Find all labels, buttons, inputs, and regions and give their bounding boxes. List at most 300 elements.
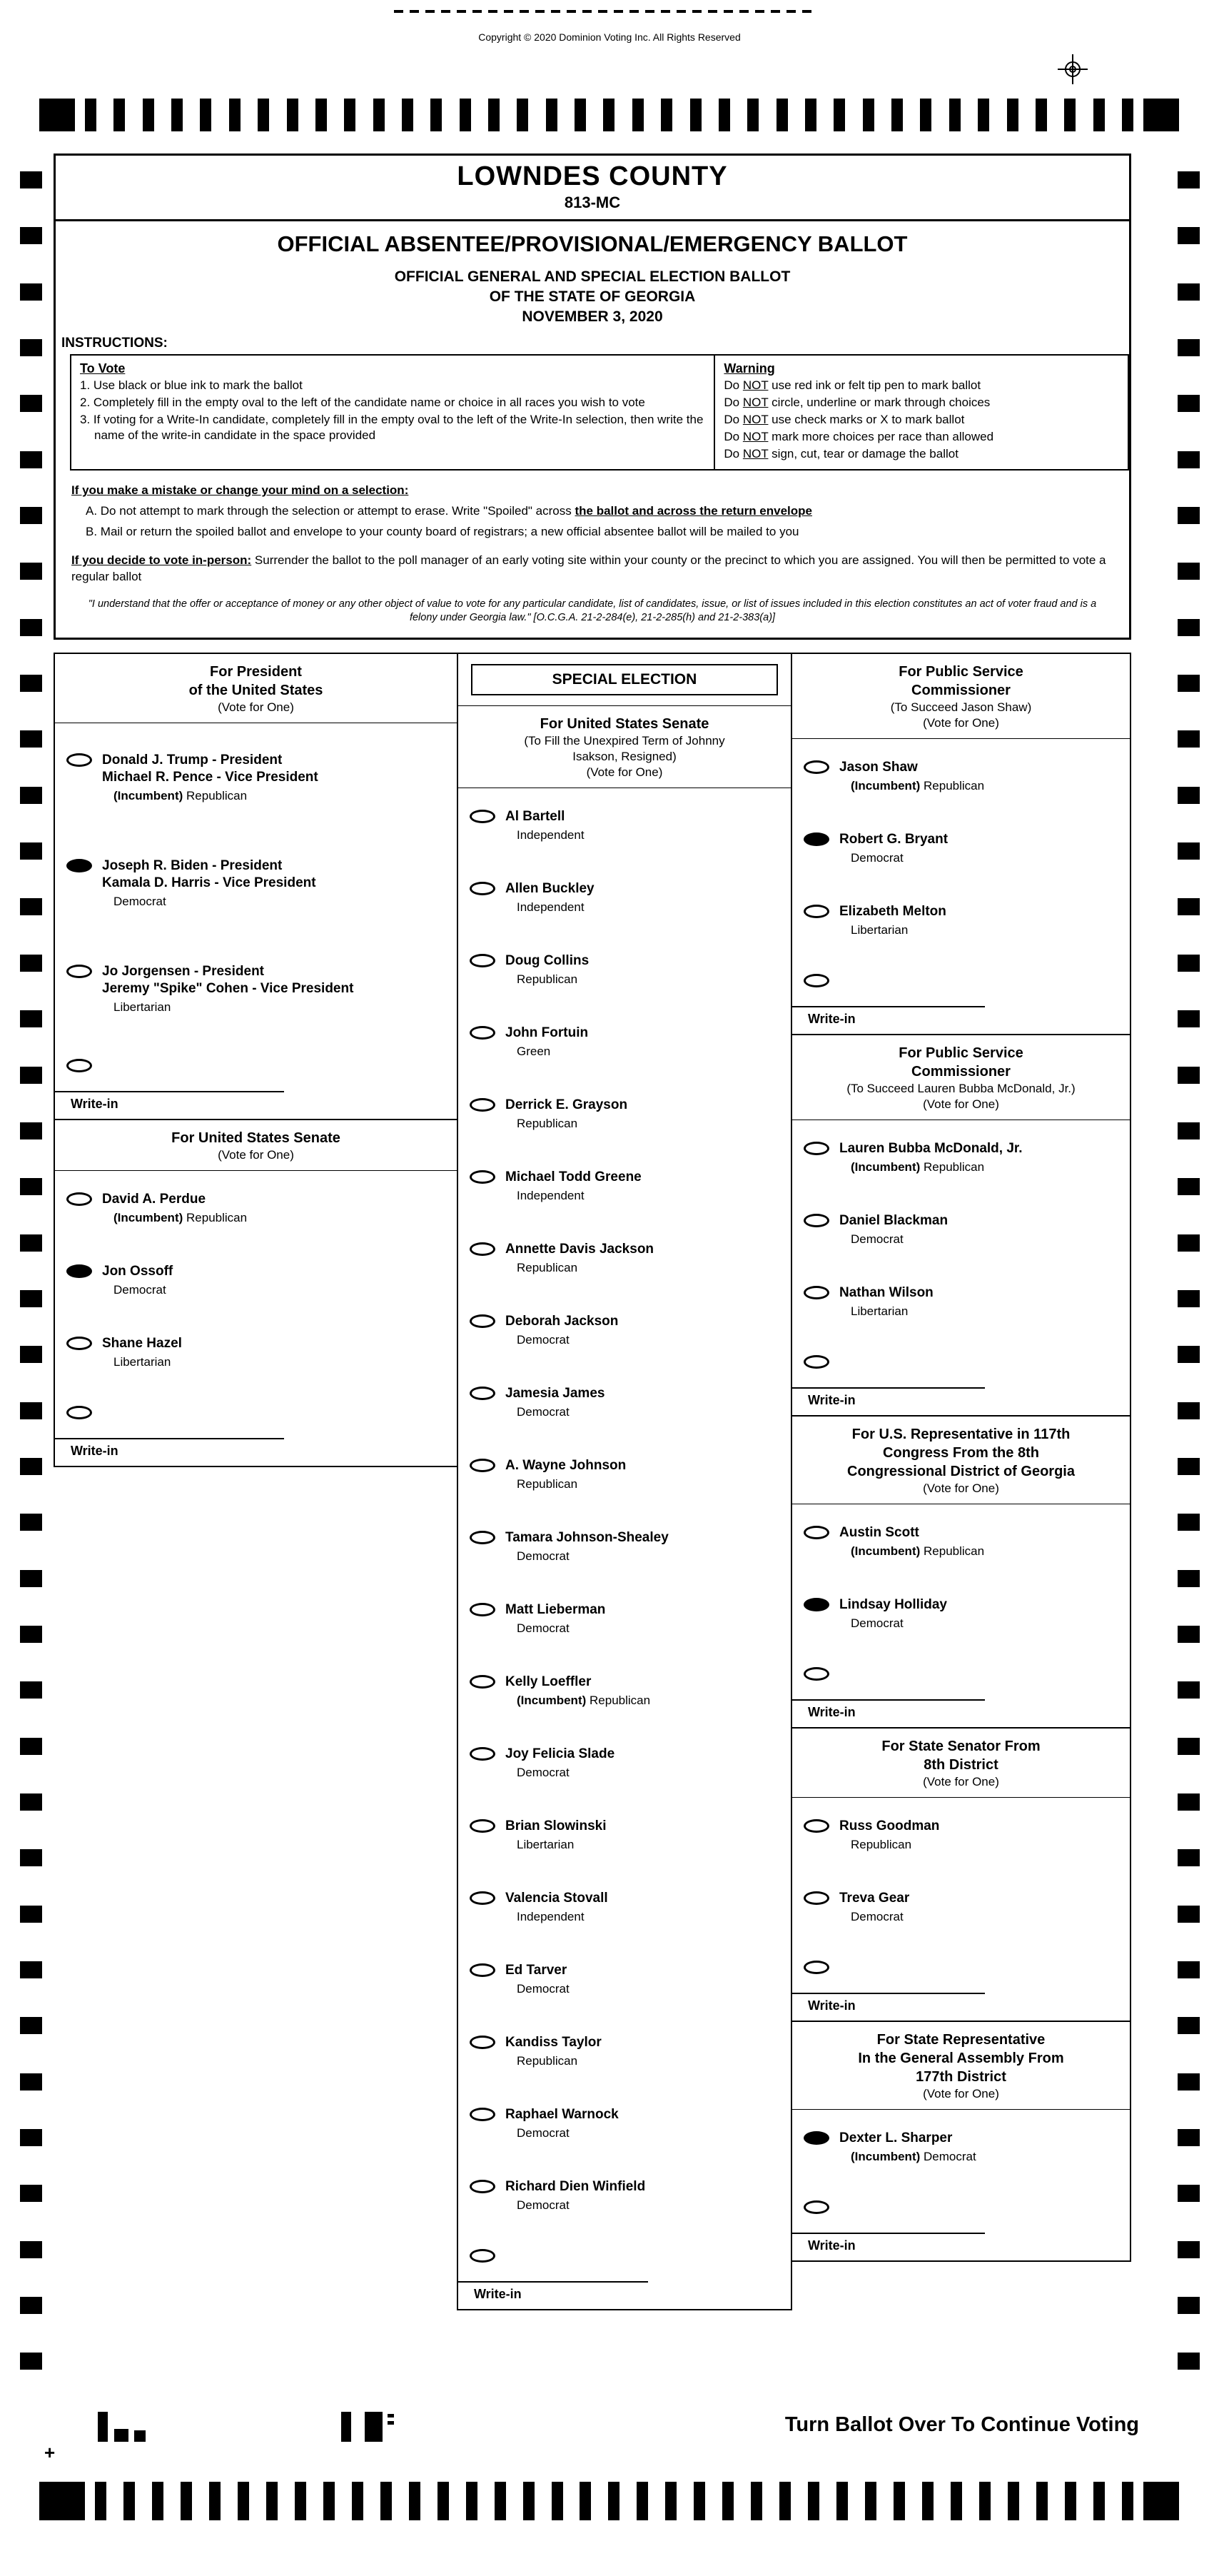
- ballot-oval[interactable]: [804, 1355, 829, 1369]
- warning-item: Do NOT circle, underline or mark through choices: [724, 396, 991, 409]
- timing-mark: [1178, 1067, 1200, 1084]
- contest: [458, 706, 791, 2310]
- ballot-oval[interactable]: [470, 1531, 495, 1544]
- ballot-oval[interactable]: [804, 1961, 829, 1974]
- timing-mark: [152, 2482, 163, 2520]
- timing-mark: [1178, 1458, 1200, 1475]
- timing-mark: [951, 2482, 962, 2520]
- ballot-oval[interactable]: [470, 1387, 495, 1400]
- timing-mark: [1036, 2482, 1048, 2520]
- candidate-text: [839, 2130, 1121, 2164]
- candidate-option[interactable]: [792, 1504, 1130, 1576]
- write-in-option[interactable]: [792, 1354, 1130, 1372]
- candidate-name: Doug Collins: [505, 953, 590, 968]
- candidate-option[interactable]: [792, 1264, 1130, 1337]
- write-in-option[interactable]: [792, 1959, 1130, 1977]
- contest: [55, 654, 457, 1120]
- timing-block: [39, 2482, 85, 2520]
- ballot-oval[interactable]: [470, 882, 495, 895]
- candidate-name: Jo Jorgensen - President: [102, 964, 265, 979]
- ballot-oval[interactable]: [470, 1170, 495, 1184]
- candidate-name: Robert G. Bryant: [839, 832, 949, 847]
- incumbent-flag: (Incumbent): [517, 1694, 587, 1707]
- timing-mark: [894, 2482, 905, 2520]
- timing-mark: [1178, 1906, 1200, 1923]
- candidate-party: Democrat: [851, 1910, 904, 1923]
- candidate-name: Treva Gear: [839, 1891, 910, 1906]
- candidate-option[interactable]: [458, 860, 791, 932]
- timing-mark: [323, 2482, 335, 2520]
- ballot-oval[interactable]: [470, 1026, 495, 1040]
- candidate-option[interactable]: [458, 1077, 791, 1149]
- timing-mark: [352, 2482, 363, 2520]
- timing-mark: [20, 955, 42, 972]
- ballot-oval[interactable]: [470, 1891, 495, 1905]
- candidate-option[interactable]: [458, 1581, 791, 1654]
- timing-mark: [1007, 99, 1018, 131]
- ballot-oval[interactable]: [66, 753, 92, 767]
- incumbent-flag: (Incumbent): [851, 779, 921, 793]
- candidate-option[interactable]: [792, 1120, 1130, 1192]
- candidate-option[interactable]: [458, 1942, 791, 2014]
- ballot-column-3: [792, 653, 1131, 2262]
- candidate-text: [102, 857, 448, 909]
- candidate-option[interactable]: [792, 1870, 1130, 1942]
- ballot-oval[interactable]: [66, 1192, 92, 1206]
- timing-mark: [1178, 171, 1200, 188]
- candidate-option[interactable]: [458, 788, 791, 860]
- ballot-oval[interactable]: [470, 1459, 495, 1472]
- write-in-section: [55, 1040, 457, 1119]
- election-title-line: OFFICIAL GENERAL AND SPECIAL ELECTION BALLOT: [394, 268, 791, 285]
- timing-column-left: [20, 171, 42, 2370]
- timing-mark: [1178, 2073, 1200, 2091]
- candidate-text: [102, 752, 448, 803]
- timing-mark: [266, 2482, 278, 2520]
- candidate-option[interactable]: [792, 1576, 1130, 1649]
- warning-list: [724, 378, 1119, 462]
- write-in-section: [792, 1942, 1130, 2021]
- in-person-title: If you decide to vote in-person:: [71, 553, 252, 567]
- write-in-section: [55, 1387, 457, 1466]
- candidate-name: David A. Perdue: [102, 1192, 206, 1207]
- candidate-party: (Incumbent) Republican: [113, 1211, 248, 1224]
- candidate-option[interactable]: [458, 1221, 791, 1293]
- timing-mark: [1178, 1738, 1200, 1755]
- candidate-option[interactable]: [458, 1437, 791, 1509]
- timing-mark: [402, 99, 413, 131]
- timing-mark: [20, 563, 42, 580]
- ballot-oval[interactable]: [470, 2036, 495, 2049]
- contest-subtitle: (Vote for One): [923, 1097, 999, 1111]
- timing-mark: [20, 227, 42, 244]
- ballot-oval[interactable]: [470, 1314, 495, 1328]
- ballot-oval[interactable]: [804, 1667, 829, 1681]
- timing-mark: [1178, 675, 1200, 692]
- candidate-name: Russ Goodman: [839, 1818, 940, 1833]
- timing-mark: [20, 2241, 42, 2258]
- timing-mark: [1178, 339, 1200, 356]
- ballot-oval[interactable]: [66, 1337, 92, 1350]
- contest-subtitle: (Vote for One): [923, 1481, 999, 1495]
- incumbent-flag: (Incumbent): [851, 1544, 921, 1558]
- timing-mark: [20, 171, 42, 188]
- timing-mark: [575, 99, 586, 131]
- candidate-text: [839, 1284, 1121, 1319]
- contest-title: 8th District: [924, 1757, 998, 1773]
- candidate-option[interactable]: [458, 932, 791, 1005]
- timing-mark: [20, 1961, 42, 1978]
- timing-mark: [20, 1514, 42, 1531]
- candidate-party: Republican: [517, 2054, 578, 2068]
- candidate-option[interactable]: [458, 1005, 791, 1077]
- timing-mark: [315, 99, 327, 131]
- timing-mark: [20, 1346, 42, 1363]
- special-election-banner: [458, 654, 791, 706]
- timing-mark: [295, 2482, 306, 2520]
- timing-mark: [20, 451, 42, 468]
- ballot-id-mark: [134, 2430, 146, 2442]
- candidate-option[interactable]: [792, 739, 1130, 811]
- timing-mark: [1178, 1626, 1200, 1643]
- ballot-oval[interactable]: [66, 1406, 92, 1419]
- candidate-text: [839, 1212, 1121, 1247]
- ballot-oval[interactable]: [804, 2200, 829, 2214]
- candidate-name: Kelly Loeffler: [505, 1674, 592, 1689]
- contest-header: [792, 1729, 1130, 1798]
- timing-mark: [949, 99, 961, 131]
- county-name: LOWNDES COUNTY: [457, 161, 728, 191]
- candidate-name: Lauren Bubba McDonald, Jr.: [839, 1141, 1023, 1156]
- contest-area: [54, 653, 1131, 2310]
- timing-bars-bottom: [95, 2482, 1133, 2520]
- ballot-oval-filled[interactable]: [804, 1598, 829, 1611]
- candidate-option[interactable]: [458, 2158, 791, 2230]
- ballot-oval[interactable]: [804, 1286, 829, 1299]
- candidate-name: Valencia Stovall: [505, 1891, 608, 1906]
- candidate-option[interactable]: [55, 723, 457, 829]
- mistake-item-a: [86, 504, 1112, 518]
- ballot-oval-filled[interactable]: [66, 859, 92, 872]
- timing-mark: [632, 99, 644, 131]
- warning-not: NOT: [742, 447, 769, 461]
- contest-header: [458, 706, 791, 788]
- candidate-text: [505, 1097, 782, 1131]
- timing-mark: [20, 730, 42, 748]
- write-in-label: Write-in: [474, 2287, 522, 2301]
- candidate-text: [505, 2178, 782, 2213]
- contest-header: [792, 1035, 1130, 1120]
- candidate-text: [505, 1818, 782, 1852]
- timing-mark: [1178, 955, 1200, 972]
- candidate-text: [505, 1241, 782, 1275]
- timing-mark: [1093, 2482, 1105, 2520]
- election-title-line: OF THE STATE OF GEORGIA: [489, 288, 696, 305]
- candidate-name: Deborah Jackson: [505, 1314, 619, 1329]
- candidate-option[interactable]: [458, 2086, 791, 2158]
- candidate-text: [102, 1263, 448, 1297]
- timing-mark: [777, 99, 788, 131]
- timing-row-top: [39, 99, 1179, 131]
- ballot-oval[interactable]: [66, 1059, 92, 1072]
- candidate-option[interactable]: [458, 1798, 791, 1870]
- timing-mark: [603, 99, 614, 131]
- timing-mark: [20, 898, 42, 915]
- timing-mark: [488, 99, 500, 131]
- timing-mark: [1178, 451, 1200, 468]
- write-in-option[interactable]: [55, 1404, 457, 1422]
- candidate-party: Republican: [517, 972, 578, 986]
- ballot-id-mark: [388, 2414, 394, 2417]
- candidate-option[interactable]: [792, 2110, 1130, 2182]
- candidate-option[interactable]: [458, 1870, 791, 1942]
- timing-mark: [722, 2482, 734, 2520]
- candidate-option[interactable]: [55, 829, 457, 935]
- contest: [792, 1035, 1130, 1417]
- ballot-oval[interactable]: [804, 1891, 829, 1905]
- candidate-option[interactable]: [792, 1798, 1130, 1870]
- candidate-name: Lindsay Holliday: [839, 1597, 947, 1612]
- warning-not: NOT: [742, 413, 769, 426]
- contest-header: [792, 1417, 1130, 1504]
- ballot-code: 813-MC: [564, 193, 621, 211]
- special-election-label: SPECIAL ELECTION: [471, 664, 778, 695]
- candidate-option[interactable]: [55, 935, 457, 1040]
- timing-mark: [20, 2185, 42, 2202]
- timing-mark: [20, 1906, 42, 1923]
- candidate-name: Elizabeth Melton: [839, 904, 946, 919]
- candidate-name: Matt Lieberman: [505, 1602, 606, 1617]
- contest-subtitle: (Vote for One): [218, 1148, 294, 1162]
- write-in-label: Write-in: [71, 1444, 118, 1458]
- candidate-option[interactable]: [792, 811, 1130, 883]
- ballot-oval[interactable]: [804, 1142, 829, 1155]
- candidate-text: [505, 808, 782, 842]
- ballot-oval[interactable]: [470, 954, 495, 967]
- candidate-name: Joseph R. Biden - President: [102, 858, 283, 873]
- contest-title: Congressional District of Georgia: [847, 1464, 1075, 1479]
- write-in-option[interactable]: [55, 1057, 457, 1075]
- timing-mark: [805, 99, 816, 131]
- ballot-oval[interactable]: [804, 760, 829, 774]
- timing-mark: [181, 2482, 192, 2520]
- write-in-option[interactable]: [458, 2248, 791, 2265]
- timing-mark: [373, 99, 385, 131]
- ballot-oval[interactable]: [470, 1747, 495, 1761]
- contest-title: For Public Service: [899, 664, 1023, 680]
- candidate-option[interactable]: [55, 1315, 457, 1387]
- write-in-option[interactable]: [792, 2199, 1130, 2217]
- ballot-oval[interactable]: [470, 1963, 495, 1977]
- timing-mark: [1178, 507, 1200, 524]
- timing-mark: [20, 619, 42, 636]
- incumbent-flag: (Incumbent): [113, 789, 183, 803]
- candidate-name: Daniel Blackman: [839, 1213, 949, 1228]
- ballot-id-mark: [114, 2429, 128, 2442]
- candidate-name: Richard Dien Winfield: [505, 2179, 646, 2194]
- candidate-option[interactable]: [458, 1726, 791, 1798]
- timing-mark: [20, 283, 42, 301]
- timing-mark: [143, 99, 154, 131]
- timing-mark: [1178, 1010, 1200, 1027]
- to-vote-box: [70, 354, 715, 471]
- ballot-oval[interactable]: [470, 1603, 495, 1616]
- election-date: NOVEMBER 3, 2020: [522, 308, 663, 325]
- timing-mark: [1178, 730, 1200, 748]
- timing-mark: [1008, 2482, 1019, 2520]
- candidate-name: Allen Buckley: [505, 881, 595, 896]
- contest-subtitle: (Vote for One): [923, 1775, 999, 1788]
- timing-mark: [517, 99, 528, 131]
- ballot-oval[interactable]: [804, 1526, 829, 1539]
- timing-mark: [85, 99, 96, 131]
- timing-mark: [1065, 2482, 1076, 2520]
- timing-mark: [20, 842, 42, 860]
- ballot-oval[interactable]: [470, 1675, 495, 1689]
- candidate-party: Democrat: [517, 1333, 570, 1347]
- timing-mark: [258, 99, 269, 131]
- candidate-name: Jeremy "Spike" Cohen - Vice President: [102, 981, 354, 996]
- candidate-text: [505, 1962, 782, 1996]
- timing-mark: [751, 2482, 762, 2520]
- candidate-text: [505, 1313, 782, 1347]
- candidate-party: (Incumbent) Democrat: [851, 2150, 976, 2163]
- write-in-label: Write-in: [808, 2238, 856, 2253]
- candidate-option[interactable]: [55, 1171, 457, 1243]
- timing-mark: [1178, 1178, 1200, 1195]
- ballot-oval[interactable]: [804, 1819, 829, 1833]
- ballot-oval[interactable]: [470, 2108, 495, 2121]
- timing-mark: [891, 99, 903, 131]
- to-vote-item: 3. If voting for a Write-In candidate, completely fill in the empty oval to the left of the Write-In selection, then write the name of the write-in candidate in the space provided: [80, 413, 704, 442]
- candidate-party: Independent: [517, 828, 585, 842]
- write-in-option[interactable]: [792, 972, 1130, 990]
- ballot-oval[interactable]: [470, 810, 495, 823]
- candidate-text: [839, 1818, 1121, 1852]
- ballot-oval[interactable]: [804, 974, 829, 987]
- timing-mark: [200, 99, 211, 131]
- contest-title: For United States Senate: [540, 716, 709, 732]
- candidate-party: Republican: [517, 1117, 578, 1130]
- contest-title: 177th District: [916, 2069, 1006, 2085]
- timing-mark: [20, 1067, 42, 1084]
- candidate-option[interactable]: [458, 1149, 791, 1221]
- timing-mark: [1178, 227, 1200, 244]
- timing-mark: [1178, 619, 1200, 636]
- candidate-text: [839, 1596, 1121, 1631]
- contest-title: For Public Service: [899, 1045, 1023, 1061]
- candidate-party: Libertarian: [113, 1355, 171, 1369]
- timing-mark: [20, 2297, 42, 2314]
- mistake-item-a-underline: the ballot and across the return envelope: [575, 504, 813, 518]
- candidate-text: [102, 963, 448, 1015]
- ballot-oval[interactable]: [470, 1098, 495, 1112]
- ballot-oval[interactable]: [804, 1214, 829, 1227]
- timing-mark: [1122, 2482, 1133, 2520]
- ballot-oval[interactable]: [804, 905, 829, 918]
- timing-mark: [20, 2017, 42, 2034]
- timing-mark: [808, 2482, 819, 2520]
- ballot-oval[interactable]: [470, 1242, 495, 1256]
- candidate-name: Ed Tarver: [505, 1963, 567, 1978]
- timing-mark: [1178, 1570, 1200, 1587]
- candidate-party: (Incumbent) Republican: [517, 1694, 651, 1707]
- candidate-option[interactable]: [458, 1509, 791, 1581]
- timing-mark: [665, 2482, 677, 2520]
- timing-mark: [1064, 99, 1076, 131]
- timing-mark: [834, 99, 845, 131]
- timing-mark: [409, 2482, 420, 2520]
- timing-mark: [1178, 563, 1200, 580]
- candidate-name: Donald J. Trump - President: [102, 753, 283, 768]
- mistake-section: [71, 483, 1129, 539]
- candidate-option[interactable]: [458, 1293, 791, 1365]
- candidate-party: (Incumbent) Republican: [851, 1160, 985, 1174]
- ballot-oval[interactable]: [66, 965, 92, 978]
- timing-mark: [863, 99, 874, 131]
- candidate-option[interactable]: [458, 1654, 791, 1726]
- candidate-name: Jon Ossoff: [102, 1264, 173, 1279]
- contest-header: [792, 2022, 1130, 2110]
- candidate-party: (Incumbent) Republican: [851, 1544, 985, 1558]
- warning-not: NOT: [742, 378, 769, 392]
- write-in-section: [792, 1649, 1130, 1727]
- candidate-option[interactable]: [792, 883, 1130, 955]
- timing-mark: [637, 2482, 648, 2520]
- timing-mark: [20, 339, 42, 356]
- candidate-name: Kamala D. Harris - Vice President: [102, 875, 316, 890]
- ballot-oval[interactable]: [470, 2180, 495, 2193]
- write-in-label: Write-in: [808, 1393, 856, 1407]
- candidate-text: [505, 1529, 782, 1564]
- timing-mark: [20, 1849, 42, 1866]
- candidate-text: [505, 1601, 782, 1636]
- candidate-option[interactable]: [458, 2014, 791, 2086]
- contest: [55, 1120, 457, 1467]
- ballot-oval[interactable]: [470, 1819, 495, 1833]
- timing-mark: [20, 1290, 42, 1307]
- timing-mark: [20, 1738, 42, 1755]
- write-in-option[interactable]: [792, 1666, 1130, 1684]
- candidate-option[interactable]: [55, 1243, 457, 1315]
- candidate-party: Libertarian: [517, 1838, 575, 1851]
- timing-bars-top: [85, 99, 1133, 131]
- candidate-text: [505, 2034, 782, 2068]
- candidate-party: Republican: [851, 1838, 912, 1851]
- candidate-text: [505, 1169, 782, 1203]
- candidate-name: Derrick E. Grayson: [505, 1097, 628, 1112]
- timing-mark: [922, 2482, 934, 2520]
- contest-title: For State Representative: [876, 2032, 1046, 2048]
- ballot-oval-filled[interactable]: [804, 832, 829, 846]
- timing-mark: [694, 2482, 705, 2520]
- candidate-name: Annette Davis Jackson: [505, 1242, 654, 1257]
- ballot-oval-filled[interactable]: [66, 1264, 92, 1278]
- ballot-oval[interactable]: [470, 2249, 495, 2263]
- candidate-option[interactable]: [458, 1365, 791, 1437]
- registration-crosshair-icon: [1058, 54, 1088, 84]
- contest-subtitle: (Vote for One): [218, 700, 294, 714]
- perforation-line: [394, 10, 815, 13]
- warning-not: NOT: [742, 396, 769, 409]
- candidate-option[interactable]: [792, 1192, 1130, 1264]
- candidate-party: Democrat: [517, 1549, 570, 1563]
- candidate-name: Brian Slowinski: [505, 1818, 607, 1833]
- copyright-text: Copyright © 2020 Dominion Voting Inc. All Rights Reserved: [478, 31, 741, 43]
- timing-mark: [20, 1122, 42, 1139]
- candidate-text: [505, 2106, 782, 2140]
- ballot-oval-filled[interactable]: [804, 2131, 829, 2145]
